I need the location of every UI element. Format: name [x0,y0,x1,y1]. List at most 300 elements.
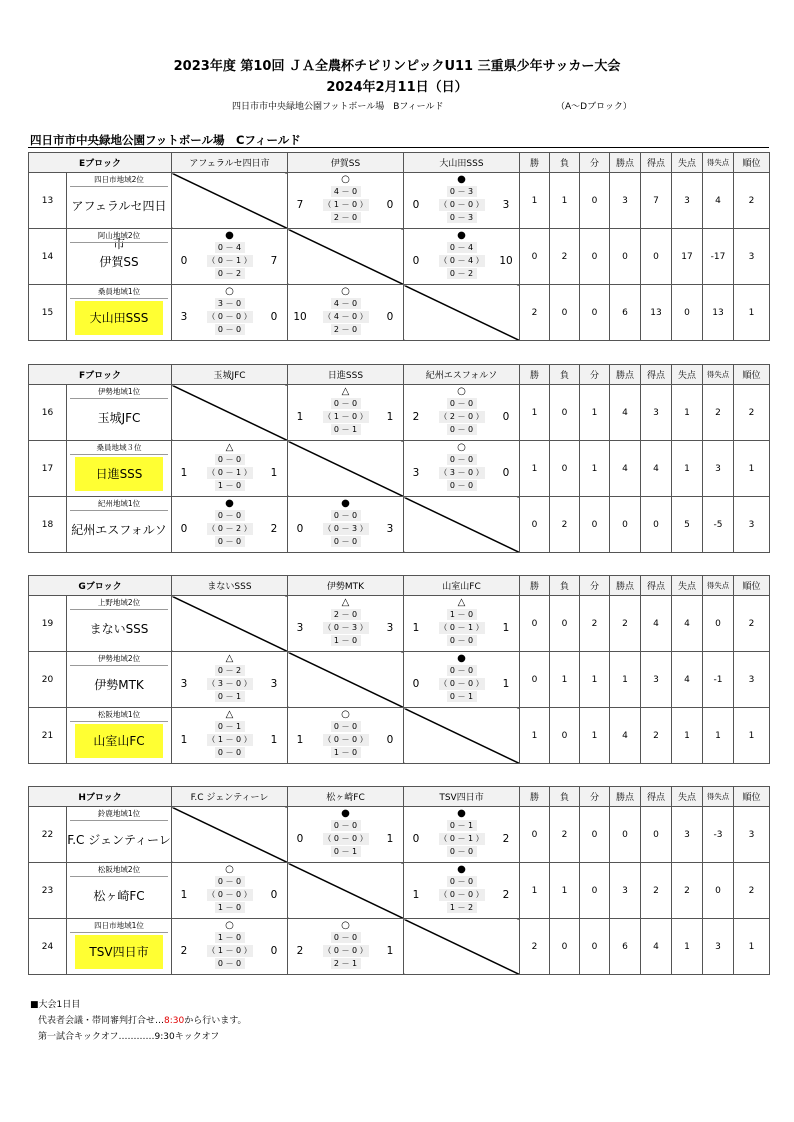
half-score: （ 0 － 1 ） [439,623,484,632]
stat-draws: 0 [580,173,610,229]
stat-goals-for: 2 [641,708,672,764]
qualification-label: 桑員地域３位 [70,441,168,455]
total-goals-against: 0 [502,411,510,423]
result-mark: △ [341,386,350,397]
result-mark: ○ [341,286,350,297]
match-result [288,919,404,975]
stat-rank: 3 [734,652,770,708]
team-number: 22 [29,807,67,863]
result-mark: ● [341,498,350,509]
stat-points: 4 [610,441,641,497]
half-score: （ 0 － 0 ） [323,946,368,955]
stat-losses: 1 [550,173,580,229]
stat-header: 失点 [672,787,703,807]
match-result [172,229,288,285]
stat-goal-difference: 3 [703,919,734,975]
stat-points: 1 [610,652,641,708]
stat-rank: 3 [734,229,770,285]
half-score: 2 － 1 [331,958,361,969]
total-goals-against: 1 [502,622,510,634]
team-cell [67,596,172,652]
stat-draws: 0 [580,919,610,975]
stat-header: 得失点 [703,365,734,385]
half-score: 0 － 0 [331,820,361,831]
stat-wins: 0 [520,652,550,708]
stat-losses: 1 [550,863,580,919]
stat-header: 失点 [672,365,703,385]
stat-goals-against: 1 [672,708,703,764]
block-name: Gブロック [29,576,172,596]
total-goals-for: 1 [180,889,188,901]
table-row [29,173,770,229]
notes-heading: ■大会1日目 [30,1000,81,1010]
qualification-label: 紀州地域1位 [70,497,168,511]
stat-header: 得点 [641,576,672,596]
half-score: 0 － 1 [331,846,361,857]
total-goals-for: 3 [180,678,188,690]
stat-header: 順位 [734,576,770,596]
group-table [28,364,770,553]
half-score: （ 1 － 0 ） [323,200,368,209]
stat-goal-difference: -3 [703,807,734,863]
half-score: （ 0 － 4 ） [439,256,484,265]
half-score: 0 － 3 [447,212,477,223]
stat-rank: 1 [734,285,770,341]
stat-wins: 2 [520,285,550,341]
stat-goals-for: 0 [641,229,672,285]
result-mark: ● [457,653,466,664]
table-row [29,285,770,341]
team-name: TSV四日市 [75,935,163,969]
match-result [288,708,404,764]
stat-goals-for: 0 [641,807,672,863]
half-score: 0 － 2 [215,665,245,676]
team-number: 18 [29,497,67,553]
total-goals-against: 1 [270,467,278,479]
team-name: 大山田SSS [75,301,163,335]
stat-rank: 2 [734,596,770,652]
stat-draws: 2 [580,596,610,652]
stat-header: 勝点 [610,153,641,173]
result-mark: ○ [457,386,466,397]
half-score: （ 0 － 3 ） [323,623,368,632]
stat-draws: 0 [580,807,610,863]
total-goals-for: 1 [412,889,420,901]
total-goals-against: 2 [502,833,510,845]
score-line [404,889,519,901]
stat-points: 0 [610,807,641,863]
total-goals-against: 1 [270,734,278,746]
stat-wins: 1 [520,173,550,229]
stat-header: 得失点 [703,153,734,173]
stat-rank: 2 [734,863,770,919]
stat-header: 負 [550,787,580,807]
score-line [288,622,403,634]
stat-draws: 0 [580,497,610,553]
total-goals-against: 3 [386,622,394,634]
half-score: 0 － 3 [447,186,477,197]
qualification-label: 伊勢地域2位 [70,652,168,666]
result-mark: ● [457,864,466,875]
match-result [172,863,288,919]
half-score: （ 0 － 0 ） [323,834,368,843]
qualification-label: 四日市地域2位 [70,173,168,187]
result-mark: ● [225,230,234,241]
opponent-header: 大山田SSS [404,153,520,173]
match-result [172,497,288,553]
half-score: （ 1 － 0 ） [207,735,252,744]
score-line [288,734,403,746]
half-score: 0 － 0 [331,536,361,547]
stat-goals-against: 1 [672,385,703,441]
total-goals-against: 0 [502,467,510,479]
stat-points: 3 [610,863,641,919]
total-goals-against: 0 [270,311,278,323]
half-score: （ 3 － 0 ） [439,468,484,477]
stat-header: 負 [550,365,580,385]
group-table [28,786,770,975]
total-goals-against: 0 [270,889,278,901]
result-mark: ● [457,230,466,241]
stat-goals-for: 4 [641,441,672,497]
result-mark: ○ [341,174,350,185]
self-match-cell [404,497,520,553]
stat-goals-for: 3 [641,652,672,708]
half-score: 1 － 0 [447,609,477,620]
team-number: 21 [29,708,67,764]
half-score: 2 － 0 [331,324,361,335]
total-goals-for: 0 [180,523,188,535]
stat-points: 4 [610,385,641,441]
half-score: 0 － 0 [447,454,477,465]
stat-header: 勝点 [610,576,641,596]
total-goals-against: 10 [499,255,513,267]
result-mark: ○ [225,920,234,931]
stat-points: 6 [610,285,641,341]
stat-goal-difference: -17 [703,229,734,285]
table-row [29,441,770,497]
stat-wins: 2 [520,919,550,975]
stat-draws: 0 [580,863,610,919]
table-row [29,229,770,285]
stat-goal-difference: 2 [703,385,734,441]
stat-wins: 0 [520,497,550,553]
result-mark: ● [457,174,466,185]
self-match-cell [404,919,520,975]
result-mark: ○ [341,920,350,931]
total-goals-against: 3 [502,199,510,211]
table-row [29,596,770,652]
stat-goal-difference: 0 [703,596,734,652]
result-mark: ● [341,808,350,819]
half-score: 0 － 1 [215,721,245,732]
match-result [172,441,288,497]
score-line [172,523,287,535]
stat-rank: 1 [734,441,770,497]
stat-header: 順位 [734,787,770,807]
total-goals-against: 1 [386,833,394,845]
team-cell [67,708,172,764]
stat-points: 3 [610,173,641,229]
table-row [29,652,770,708]
stat-goals-against: 3 [672,173,703,229]
stat-goals-for: 7 [641,173,672,229]
match-result [172,652,288,708]
total-goals-for: 3 [180,311,188,323]
self-match-cell [288,229,404,285]
section-title: 四日市市中央緑地公園フットボール場 Cフィールド [30,133,301,147]
notes-line-1-suffix: から行います。 [184,1016,247,1026]
result-mark: ○ [341,709,350,720]
tournament-title: 2023年度 第10回 ＪＡ全農杯チビリンピックU11 三重県少年サッカー大会 [173,59,621,74]
stat-header: 負 [550,576,580,596]
stat-goals-against: 4 [672,652,703,708]
stat-wins: 0 [520,807,550,863]
stat-header: 分 [580,787,610,807]
stat-goals-against: 0 [672,285,703,341]
stat-wins: 1 [520,708,550,764]
total-goals-for: 0 [412,199,420,211]
stat-losses: 1 [550,652,580,708]
stat-rank: 3 [734,807,770,863]
total-goals-for: 0 [412,833,420,845]
score-line [172,889,287,901]
score-line [172,255,287,267]
team-name: F.C ジェンティーレ [67,833,171,847]
match-result [288,497,404,553]
stat-goals-for: 0 [641,497,672,553]
result-mark: △ [225,653,234,664]
score-line [172,678,287,690]
half-score: 4 － 0 [331,298,361,309]
total-goals-for: 0 [180,255,188,267]
opponent-header: まないSSS [172,576,288,596]
half-score: 0 － 4 [215,242,245,253]
team-name: まないSSS [89,622,149,636]
opponent-header: 山室山FC [404,576,520,596]
stat-goal-difference: -5 [703,497,734,553]
result-mark: ● [225,498,234,509]
stat-rank: 3 [734,497,770,553]
stat-draws: 1 [580,652,610,708]
stat-header: 順位 [734,365,770,385]
stat-header: 分 [580,153,610,173]
opponent-header: 松ヶ崎FC [288,787,404,807]
match-result [404,596,520,652]
team-name: 松ヶ崎FC [93,889,145,903]
match-result [404,441,520,497]
half-score: （ 0 － 0 ） [439,679,484,688]
stat-header: 得失点 [703,787,734,807]
stat-goals-for: 3 [641,385,672,441]
opponent-header: 玉城JFC [172,365,288,385]
half-score: 0 － 0 [447,846,477,857]
half-score: 1 － 0 [331,635,361,646]
half-score: 0 － 0 [447,424,477,435]
table-row [29,708,770,764]
self-match-cell [288,441,404,497]
half-score: （ 0 － 0 ） [439,200,484,209]
stat-draws: 1 [580,385,610,441]
stat-goals-against: 3 [672,807,703,863]
total-goals-for: 2 [296,945,304,957]
result-mark: △ [225,442,234,453]
team-number: 17 [29,441,67,497]
stat-draws: 1 [580,708,610,764]
total-goals-against: 1 [502,678,510,690]
blocks-note: （A～Dブロック） [556,102,632,112]
qualification-label: 松阪地域2位 [70,863,168,877]
half-score: 4 － 0 [331,186,361,197]
total-goals-against: 2 [270,523,278,535]
half-score: （ 0 － 1 ） [207,468,252,477]
table-row [29,863,770,919]
half-score: （ 4 － 0 ） [323,312,368,321]
stat-rank: 1 [734,919,770,975]
half-score: 0 － 0 [331,932,361,943]
half-score: （ 2 － 0 ） [439,412,484,421]
team-cell [67,863,172,919]
stat-points: 4 [610,708,641,764]
half-score: （ 3 － 0 ） [207,679,252,688]
score-line [288,523,403,535]
team-number: 19 [29,596,67,652]
stat-header: 得点 [641,365,672,385]
match-result [404,173,520,229]
block-name: Fブロック [29,365,172,385]
stat-losses: 0 [550,596,580,652]
opponent-header: 伊賀SS [288,153,404,173]
self-match-cell [172,385,288,441]
table-row [29,919,770,975]
match-result [288,285,404,341]
qualification-label: 桑員地域1位 [70,285,168,299]
match-result [172,285,288,341]
opponent-header: アフェラルセ四日市 [172,153,288,173]
self-match-cell [404,708,520,764]
stat-header: 勝点 [610,365,641,385]
stat-losses: 0 [550,919,580,975]
score-line [288,411,403,423]
total-goals-against: 0 [386,199,394,211]
stat-goals-for: 13 [641,285,672,341]
half-score: 0 － 4 [447,242,477,253]
score-line [288,833,403,845]
team-number: 20 [29,652,67,708]
total-goals-for: 1 [180,467,188,479]
score-line [288,945,403,957]
stat-goals-for: 2 [641,863,672,919]
team-cell [67,807,172,863]
team-number: 16 [29,385,67,441]
group-table [28,152,770,341]
opponent-header: 紀州エスフォルソ [404,365,520,385]
total-goals-against: 7 [270,255,278,267]
stat-header: 得点 [641,787,672,807]
total-goals-for: 1 [412,622,420,634]
score-line [172,467,287,479]
half-score: 0 － 0 [215,324,245,335]
opponent-header: 日進SSS [288,365,404,385]
match-result [404,863,520,919]
stat-goals-for: 4 [641,596,672,652]
team-name: 日進SSS [75,457,163,491]
total-goals-for: 2 [180,945,188,957]
stat-goal-difference: 4 [703,173,734,229]
half-score: 1 － 0 [215,932,245,943]
half-score: （ 0 － 1 ） [207,256,252,265]
block-name: Eブロック [29,153,172,173]
match-result [172,919,288,975]
team-cell [67,441,172,497]
result-mark: △ [341,597,350,608]
score-line [404,255,519,267]
total-goals-against: 3 [270,678,278,690]
stat-losses: 0 [550,285,580,341]
section-divider [28,147,769,148]
team-cell [67,285,172,341]
half-score: 3 － 0 [215,298,245,309]
result-mark: ● [457,808,466,819]
half-score: （ 0 － 0 ） [207,312,252,321]
notes-line-1-text: 代表者会議・帯同審判打合せ… [38,1016,165,1026]
stat-header: 得点 [641,153,672,173]
stat-draws: 0 [580,229,610,285]
opponent-header: TSV四日市 [404,787,520,807]
total-goals-for: 10 [293,311,307,323]
stat-points: 6 [610,919,641,975]
team-cell [67,229,172,285]
team-number: 24 [29,919,67,975]
team-cell [67,652,172,708]
half-score: 1 － 0 [215,480,245,491]
half-score: 0 － 0 [447,398,477,409]
result-mark: ○ [457,442,466,453]
score-line [172,945,287,957]
total-goals-against: 0 [386,734,394,746]
team-name: アフェラルセ四日市 [71,199,167,251]
match-result [404,807,520,863]
half-score: （ 1 － 0 ） [323,412,368,421]
total-goals-for: 7 [296,199,304,211]
half-score: （ 0 － 0 ） [207,890,252,899]
stat-goals-against: 2 [672,863,703,919]
half-score: 0 － 1 [447,820,477,831]
table-row [29,497,770,553]
score-line [404,622,519,634]
stat-wins: 0 [520,229,550,285]
match-result [288,596,404,652]
stat-points: 0 [610,497,641,553]
stat-wins: 1 [520,441,550,497]
stat-header: 負 [550,153,580,173]
team-cell [67,919,172,975]
stat-goals-against: 17 [672,229,703,285]
self-match-cell [288,652,404,708]
half-score: 0 － 0 [215,536,245,547]
team-name: 山室山FC [75,724,163,758]
half-score: （ 1 － 0 ） [207,946,252,955]
match-result [404,229,520,285]
stat-draws: 0 [580,285,610,341]
score-line [288,311,403,323]
half-score: （ 0 － 2 ） [207,524,252,533]
score-line [404,833,519,845]
tournament-date: 2024年2月11日（日） [326,80,468,95]
half-score: 2 － 0 [331,609,361,620]
self-match-cell [288,863,404,919]
stat-header: 分 [580,365,610,385]
